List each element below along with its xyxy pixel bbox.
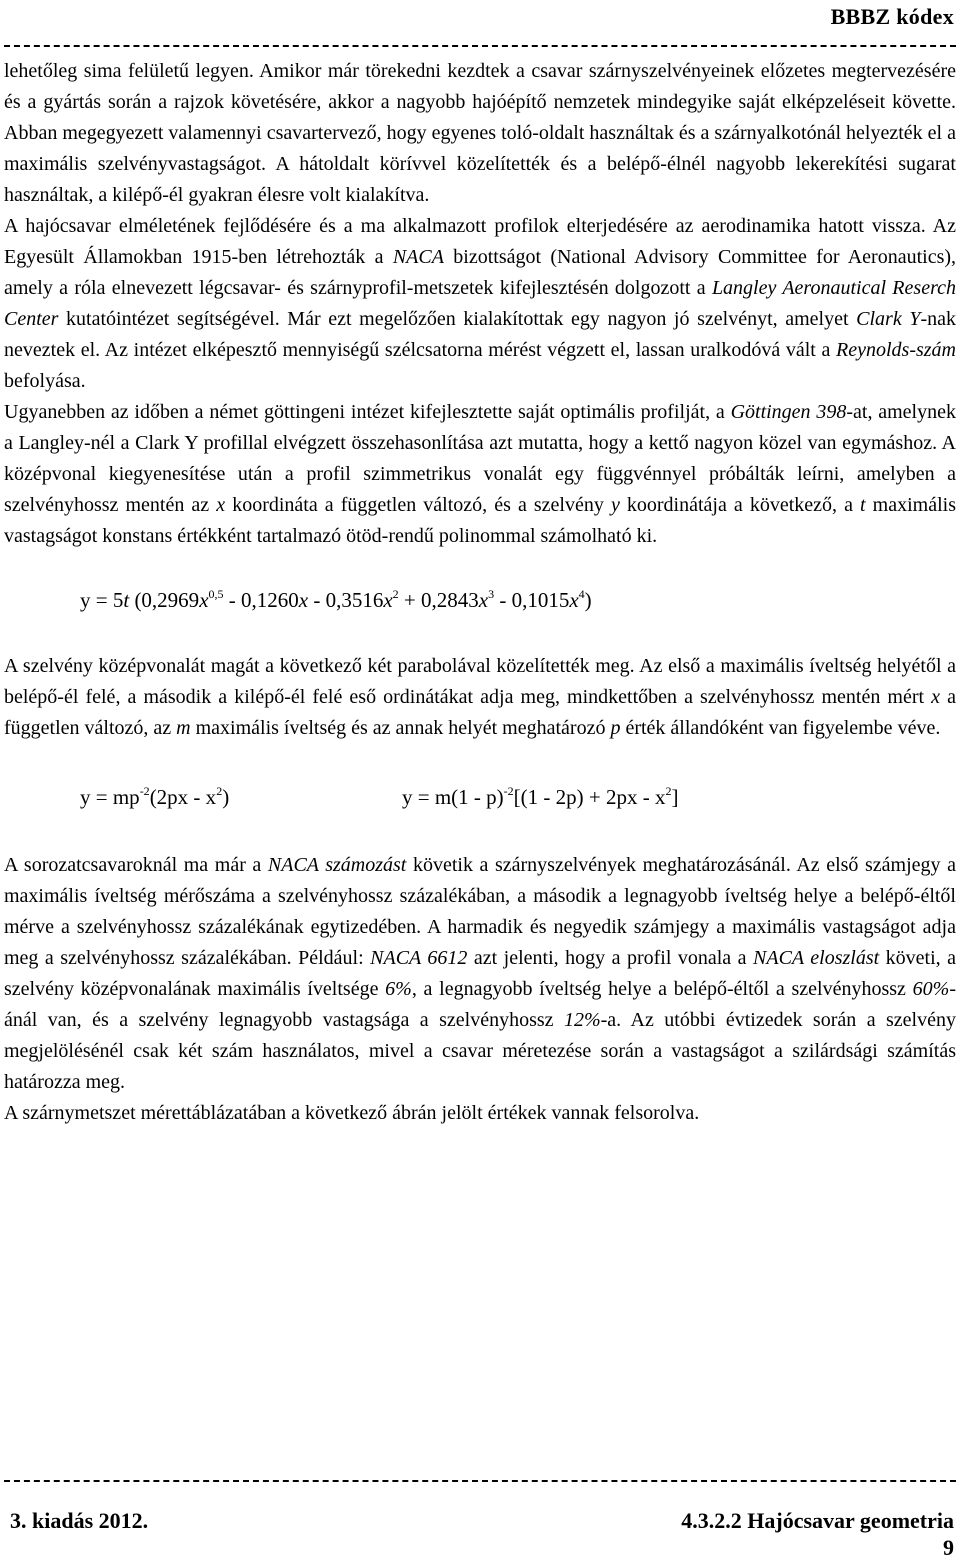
text-run: érték állandóként van figyelembe véve. (620, 717, 941, 739)
text-run: azt jelenti, hogy a profil vonala a (467, 947, 754, 969)
text-run: , a legnagyobb íveltség helye a belépő-éltől a szelvényhossz (411, 978, 913, 1000)
camber-formula-front (80, 772, 229, 822)
document-body (4, 56, 956, 1129)
formula-text: + 0,2843 (398, 588, 479, 612)
formula-exponent: -2 (503, 784, 514, 798)
text-run: koordinátája a következő, a (619, 494, 861, 516)
text-run: A szárnymetszet mérettáblázatában a következő ábrán jelölt értékek vannak felsorolva. (4, 1102, 700, 1124)
italic-run: NACA eloszlást (753, 947, 880, 969)
text-run: követik a szárnyszelvények meghatározásánál. Az első számjegy a maximális íveltség mérőszáma a szelvényhossz százalékában, a második a legnagyobb íveltség helye a belépő-éltől mérve a szelvényhossz százalékának egytizedében. A harmadik és negyedik számjegy a maximális vastagságot adja meg a szelvényhossz százalékában. Például: (4, 854, 956, 969)
formula-exponent: 2 (392, 587, 399, 601)
italic-run: x (216, 494, 226, 516)
italic-run: 12% (563, 1009, 601, 1031)
italic-run: m (176, 717, 191, 739)
formula-var: x (383, 588, 393, 612)
formula-text: - 0,3516 (308, 588, 384, 612)
formula-text: (2px - x (149, 785, 217, 809)
footer-edition: 3. kiadás 2012. (10, 1508, 149, 1533)
italic-run: NACA 6612 (370, 947, 468, 969)
text-run: lehetőleg sima felületű legyen. Amikor már törekedni kezdtek a csavar szárnyszelvényeinek előzetes megtervezésére és a gyártás során a rajzok követésére, akkor a nagyobb hajóépítő nemzetek mindegyike saját elképzeléseit követte. Abban megegyezett valamennyi csavartervező, hogy egyenes toló-oldalt használtak és a szárnyalkotónál helyezték el a maximális szelvényvastagságot. A hátoldalt körívvel közelítették és a belépő-élnél nagyobb lekerekítési sugarat használtak, a kilépő-él gyakran élesre volt kialakítva. (4, 60, 956, 206)
formula-exponent: -2 (139, 784, 150, 798)
italic-run: NACA (392, 246, 444, 268)
formula-text: (0,2969 (129, 588, 200, 612)
paragraph-2 (4, 211, 956, 397)
thickness-polynomial (80, 575, 592, 625)
paragraph-1 (4, 56, 956, 211)
paragraph-3 (4, 397, 956, 552)
formula-exponent: 2 (216, 784, 223, 798)
text-run: -a. Az utóbbi évtizedek során a szelvény megjelölésénél csak két szám használatos, mivel a csavar méretezése során a vastagságot a szilárdsági számítás határozza meg. (4, 1009, 956, 1093)
camber-formulas (4, 772, 956, 822)
formula-var: x (199, 588, 209, 612)
paragraph-6 (4, 1098, 956, 1129)
italic-run: NACA számozást (267, 854, 407, 876)
footer-divider (4, 1480, 956, 1482)
text-run: A hajócsavar elméletének fejlődésére és a ma alkalmazott profilok elterjedésére az aerodinamika hatott vissza. Az Egyesült Államokban 1915-ben létrehozták a (4, 215, 956, 268)
paragraph-4 (4, 651, 956, 744)
text-run: követi, a szelvény középvonalának maximális íveltsége (4, 947, 956, 1000)
text-run: a független változó, az (4, 686, 956, 739)
text-run: -nak neveztek el. Az intézet elképesztő mennyiségű szélcsatorna mérést végzett el, lassan uralkodóvá vált a (4, 308, 956, 361)
formula-text: [(1 - 2p) + 2px - x (513, 785, 666, 809)
text-run: -ánál van, és a szelvény legnagyobb vastagsága a szelvényhossz (4, 978, 956, 1031)
formula-exponent: 4 (578, 587, 585, 601)
italic-run: Göttingen 398 (730, 401, 847, 423)
italic-run: 6% (385, 978, 412, 1000)
italic-run: x (931, 686, 941, 708)
italic-run: t (860, 494, 866, 516)
formula-text: y = mp (80, 785, 140, 809)
italic-run: Clark Y (856, 308, 921, 330)
formula-text: = 5 (90, 588, 124, 612)
formula-text: - 0,1260 (223, 588, 299, 612)
italic-run: p (610, 717, 621, 739)
formula-exponent: 2 (665, 784, 672, 798)
italic-run: Reynolds-szám (836, 339, 956, 361)
footer-section-title: 4.3.2.2 Hajócsavar geometria (681, 1508, 954, 1533)
text-run: koordináta a független változó, és a szelvény (225, 494, 611, 516)
text-run: A szelvény középvonalát magát a következő két parabolával közelítették meg. Az első a maximális íveltség helyétől a belépő-él felé, a második a kilépő-él felé eső ordinátákat adja meg, mindkettőben a szelvényhossz mentén mért (4, 655, 956, 708)
text-run: -at, amelynek a Langley-nél a Clark Y profillal elvégzett összehasonlítása azt mutatta, hogy a kettő nagyon közel van egymáshoz. A középvonal kiegyenesítése után a profil szimmetrikus vonalát egy függvénnyel próbálták leírni, amelyben a szelvényhossz mentén az (4, 401, 956, 516)
italic-run: y (610, 494, 620, 516)
camber-formula-rear (402, 772, 678, 822)
formula-exponent: 3 (488, 587, 495, 601)
italic-run: Langley Aeronautical Reserch Center (4, 277, 956, 330)
text-run: maximális vastagságot konstans értékként tartalmazó ötöd-rendű polinommal számolható ki. (4, 494, 956, 547)
page-number: 9 (943, 1535, 954, 1560)
text-run: maximális íveltség és az annak helyét meghatározó (190, 717, 611, 739)
formula-text: y = m(1 - p) (402, 785, 504, 809)
text-run: bizottságot (National Advisory Committee for Aeronautics), amely a róla elnevezett légcsavar- és szárnyprofil-metszetek kifejlesztésén dolgozott a (4, 246, 957, 299)
formula-var: x (478, 588, 489, 612)
formula-var: t (123, 588, 130, 612)
text-run: Ugyanebben az időben a német göttingeni intézet kifejlesztette saját optimális profilját, a (4, 401, 731, 423)
thickness-formula (4, 575, 956, 625)
italic-run: 60% (912, 978, 950, 1000)
formula-text: ) (222, 785, 230, 809)
formula-text: - 0,1015 (494, 588, 570, 612)
formula-var: x (298, 588, 309, 612)
formula-var: y (80, 588, 91, 612)
paragraph-5 (4, 850, 956, 1098)
formula-text: ] (671, 785, 679, 809)
formula-text: ) (584, 588, 592, 612)
formula-exponent: 0,5 (208, 587, 224, 601)
formula-var: x (569, 588, 579, 612)
header-divider (4, 45, 956, 47)
text-run: befolyása. (4, 370, 86, 392)
text-run: A sorozatcsavaroknál ma már a (4, 854, 268, 876)
header-code-label: BBBZ kódex (830, 4, 954, 29)
text-run: kutatóintézet segítségével. Már ezt megelőzően kialakítottak egy nagyon jó szelvényt, amelyet (58, 308, 857, 330)
